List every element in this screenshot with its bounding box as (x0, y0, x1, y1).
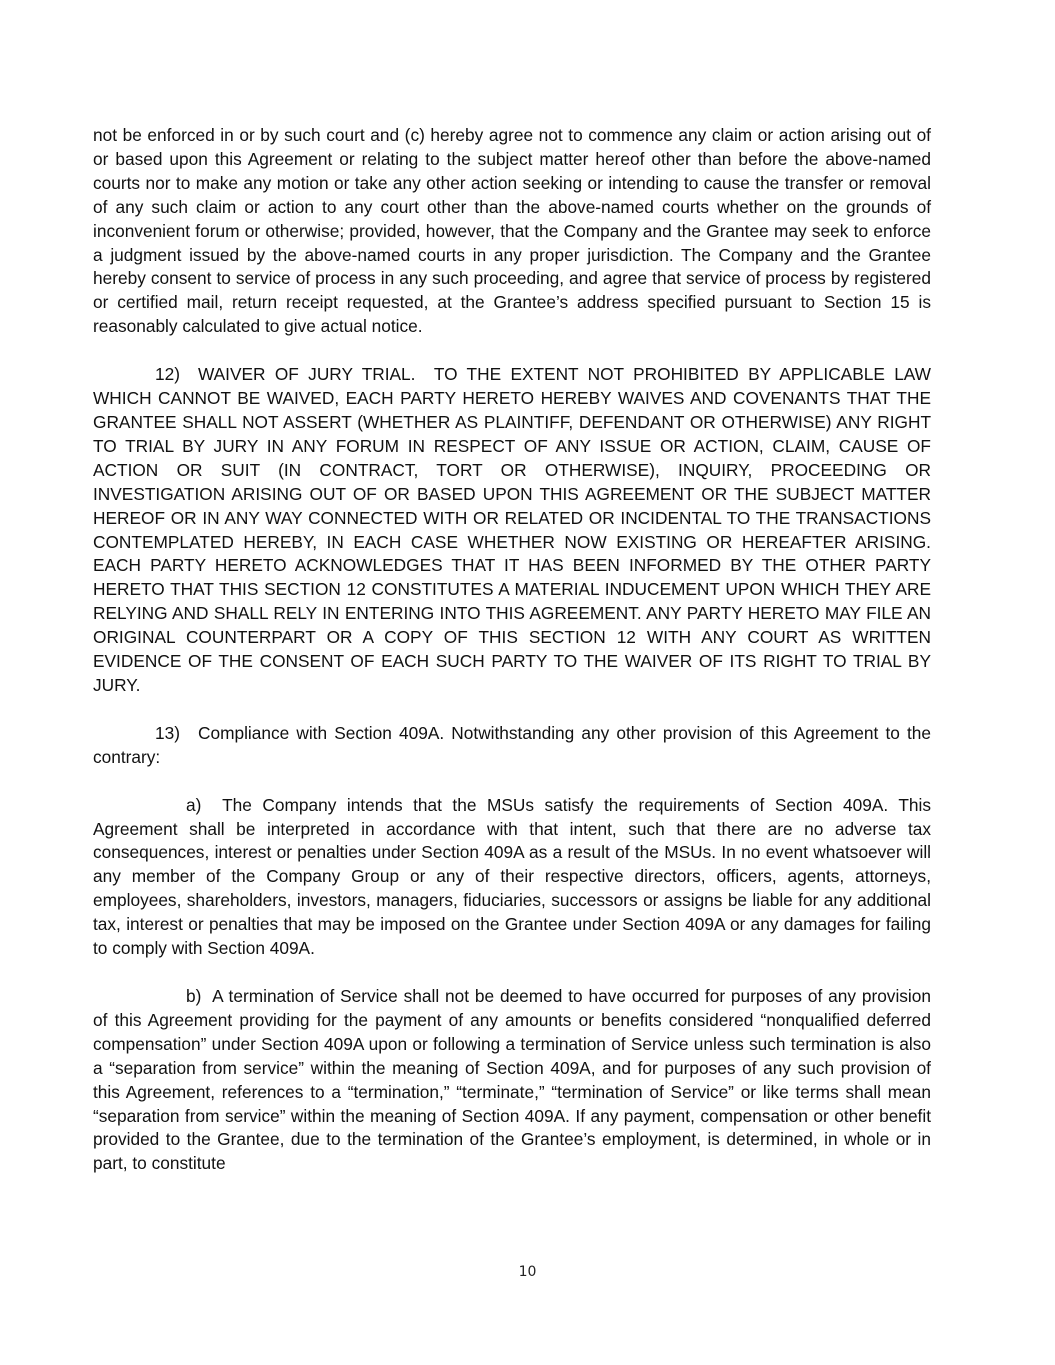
subsection-a (93, 794, 931, 961)
section-12-number: 12) (155, 364, 180, 385)
document-page (93, 124, 931, 1176)
page-number: 10 (518, 1264, 537, 1280)
section-13-compliance (93, 722, 931, 770)
section-12-body: TO THE EXTENT NOT PROHIBITED BY APPLICABLE LAW WHICH CANNOT BE WAIVED, EACH PARTY HERETO HEREBY WAIVES AND COVENANTS THAT THE GRANTEE SHALL NOT ASSERT (WHETHER AS PLAINTIFF, DEFENDANT OR OTHERWISE) ANY RIGHT TO TRIAL BY JURY IN ANY FORUM IN RESPECT OF ANY ISSUE OR ACTION, CLAIM, CAUSE OF ACTION OR SUIT (IN CONTRACT, TORT OR OTHERWISE), INQUIRY, PROCEEDING OR INVESTIGATION ARISING OUT OF OR BASED UPON THIS AGREEMENT OR THE SUBJECT MATTER HEREOF OR IN ANY WAY CONNECTED WITH OR RELATED OR INCIDENTAL TO THE TRANSACTIONS CONTEMPLATED HEREBY, IN EACH CASE WHETHER NOW EXISTING OR HEREAFTER ARISING. EACH PARTY HERETO ACKNOWLEDGES THAT IT HAS BEEN INFORMED BY THE OTHER PARTY HERETO THAT THIS SECTION 12 CONSTITUTES A MATERIAL INDUCEMENT UPON WHICH THEY ARE RELYING AND SHALL RELY IN ENTERING INTO THIS AGREEMENT. ANY PARTY HERETO MAY FILE AN ORIGINAL COUNTERPART OR A COPY OF THIS SECTION 12 WITH ANY COURT AS WRITTEN EVIDENCE OF THE CONSENT OF EACH SUCH PARTY TO THE WAIVER OF ITS RIGHT TO TRIAL BY JURY. (93, 364, 931, 695)
subsection-b-body: A termination of Service shall not be deemed to have occurred for purposes of any provision of this Agreement providing for the payment of any amounts or benefits considered “nonqualified deferred compensation” under Section 409A upon or following a termination of Service unless such termination is also a “separation from service” within the meaning of Section 409A, and for purposes of any such provision of this Agreement, references to a “termination,” “terminate,” “termination of Service” or like terms shall mean “separation from service” within the meaning of Section 409A. If any payment, compensation or other benefit provided to the Grantee, due to the termination of the Grantee’s employment, is determined, in whole or in part, to constitute (93, 986, 931, 1174)
subsection-b-label: b) (186, 986, 202, 1006)
paragraph-continued (93, 124, 931, 339)
section-12-heading: WAIVER OF JURY TRIAL. (197, 364, 416, 385)
subsection-b (93, 985, 931, 1176)
subsection-a-label: a) (186, 794, 202, 815)
section-13-heading: Compliance with Section 409A. (197, 722, 445, 743)
paragraph-continued-text: not be enforced in or by such court and (c) hereby agree not to commence any claim or action arising out of or based upon this Agreement or relating to the subject matter hereof other than before the above-named courts nor to make any motion or take any other action seeking or intending to cause the transfer or removal of any such claim or action to any court other than the above-named courts whether on the grounds of inconvenient forum or otherwise; provided, however, that the Company and the Grantee may seek to enforce a judgment issued by the above-named courts in any proper jurisdiction. The Company and the Grantee hereby consent to service of process in any such proceeding, and agree that service of process by registered or certified mail, return receipt requested, at the Grantee’s address specified pursuant to Section 15 is reasonably calculated to give actual notice. (93, 125, 931, 337)
subsection-a-body: The Company intends that the MSUs satisfy the requirements of Section 409A. This Agreement shall be interpreted in accordance with that intent, such that there are no adverse tax consequences, interest or penalties under Section 409A as a result of the MSUs. In no event whatsoever will any member of the Company Group or any of their respective directors, officers, agents, attorneys, employees, shareholders, investors, managers, fiduciaries, successors or assigns be liable for any additional tax, interest or penalties that may be imposed on the Grantee under Section 409A or any damages for failing to comply with Section 409A. (93, 794, 931, 959)
section-12-waiver-of-jury-trial (93, 363, 931, 698)
section-13-number: 13) (155, 722, 180, 743)
section-13-body: Notwithstanding any other provision of this Agreement to the contrary: (93, 722, 932, 767)
